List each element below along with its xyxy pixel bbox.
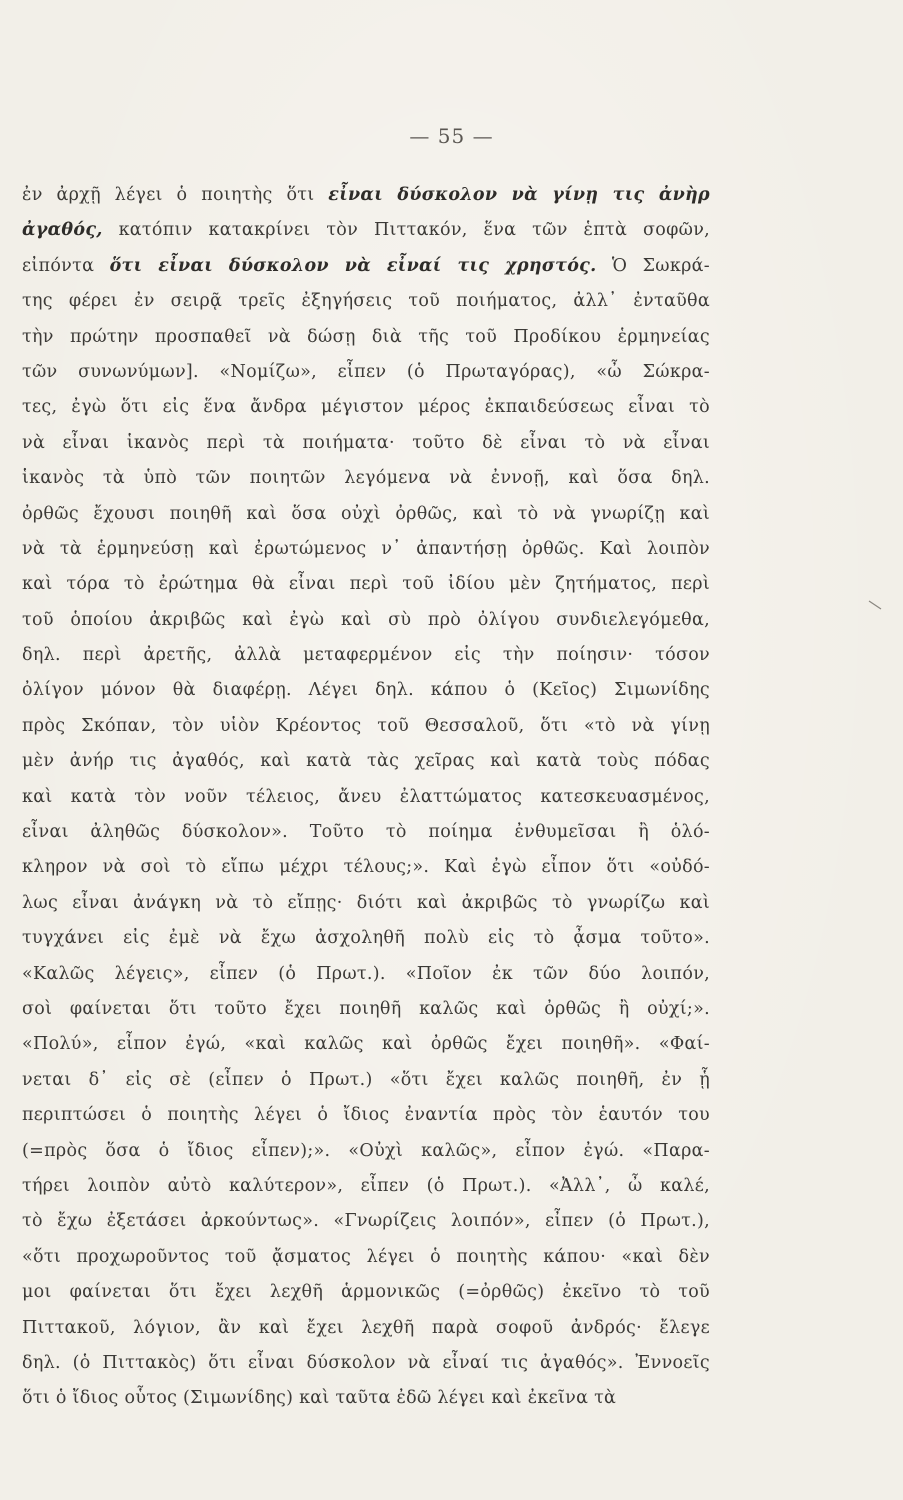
text-line bbox=[22, 1240, 710, 1275]
text-segment: τὸ ἔχω ἐξετάσει ἀρκούντως». «Γνωρίζεις λοιπόν», εἶπεν (ὁ Πρωτ.), bbox=[22, 1211, 710, 1232]
text-line bbox=[22, 567, 710, 602]
text-segment: δηλ. περὶ ἀρετῆς, ἀλλὰ μεταφερμένον εἰς τὴν ποίησιν· τόσον bbox=[22, 645, 710, 666]
text-line bbox=[22, 532, 710, 567]
text-line bbox=[22, 213, 710, 248]
text-segment: τυγχάνει εἰς ἐμὲ νὰ ἔχω ἀσχοληθῆ πολὺ εἰς τὸ ᾆσμα τοῦτο». bbox=[22, 928, 710, 949]
text-segment: τες, ἐγὼ ὅτι εἰς ἕνα ἄνδρα μέγιστον μέρος ἐκπαιδεύσεως εἶναι τὸ bbox=[22, 397, 710, 418]
text-segment: ὀλίγον μόνον θὰ διαφέρῃ. Λέγει δηλ. κάπου ὁ (Κεῖος) Σιμωνίδης bbox=[22, 680, 710, 701]
text-line bbox=[22, 957, 710, 992]
text-segment: Ὁ Σωκρά- bbox=[596, 255, 710, 276]
text-line bbox=[22, 178, 710, 213]
text-line bbox=[22, 780, 710, 815]
text-segment: τὴν πρώτην προσπαθεῖ νὰ δώσῃ διὰ τῆς τοῦ Προδίκου ἑρμηνείας bbox=[22, 326, 710, 347]
emphasized-text: ἀγαθός, bbox=[22, 220, 103, 241]
text-line bbox=[22, 1275, 710, 1310]
text-line bbox=[22, 709, 710, 744]
text-line bbox=[22, 1027, 710, 1062]
text-segment: ἐν ἀρχῇ λέγει ὁ ποιητὴς ὅτι bbox=[22, 185, 329, 205]
text-segment: νὰ εἶναι ἱκανὸς περὶ τὰ ποιήματα· τοῦτο δὲ εἶναι τὸ νὰ εἶναι bbox=[22, 432, 710, 453]
text-line bbox=[22, 390, 710, 425]
text-line bbox=[22, 638, 710, 673]
text-line bbox=[22, 1098, 710, 1133]
text-line bbox=[22, 744, 710, 779]
text-segment: δηλ. (ὁ Πιττακὸς) ὅτι εἶναι δύσκολον νὰ εἶναί τις ἀγαθός». Ἐννοεῖς bbox=[22, 1352, 710, 1373]
text-segment: κατόπιν κατακρίνει τὸν Πιττακόν, ἕνα τῶν ἑπτὰ σοφῶν, bbox=[102, 220, 710, 241]
text-line bbox=[22, 1134, 710, 1169]
text-segment: σοὶ φαίνεται ὅτι τοῦτο ἔχει ποιηθῆ καλῶς καὶ ὀρθῶς ἢ οὐχί;». bbox=[22, 998, 710, 1019]
text-segment: καὶ τόρα τὸ ἐρώτημα θὰ εἶναι περὶ τοῦ ἰδίου μὲν ζητήματος, περὶ bbox=[22, 574, 710, 595]
text-line bbox=[22, 603, 710, 638]
text-line bbox=[22, 355, 710, 390]
text-segment: κληρον νὰ σοὶ τὸ εἴπω μέχρι τέλους;». Καὶ ἐγὼ εἶπον ὅτι «οὐδό- bbox=[22, 857, 710, 878]
emphasized-text: ὅτι εἶναι δύσκολον νὰ εἶναί τις χρηστός. bbox=[109, 255, 597, 276]
text-line bbox=[22, 992, 710, 1027]
text-line bbox=[22, 461, 710, 496]
text-line bbox=[22, 426, 710, 461]
text-segment: τοῦ ὁποίου ἀκριβῶς καὶ ἐγὼ καὶ σὺ πρὸ ὀλίγου συνδιελεγόμεθα, bbox=[22, 609, 710, 630]
text-segment: εἶναι ἀληθῶς δύσκολον». Τοῦτο τὸ ποίημα ἐνθυμεῖσαι ἢ ὁλό- bbox=[22, 822, 710, 843]
text-line bbox=[22, 1381, 710, 1416]
text-segment: «Καλῶς λέγεις», εἶπεν (ὁ Πρωτ.). «Ποῖον ἐκ τῶν δύο λοιπόν, bbox=[22, 963, 710, 984]
text-line bbox=[22, 673, 710, 708]
body-text bbox=[22, 178, 710, 1417]
text-segment: πρὸς Σκόπαν, τὸν υἱὸν Κρέοντος τοῦ Θεσσαλοῦ, ὅτι «τὸ νὰ γίνῃ bbox=[22, 715, 710, 736]
text-segment: τήρει λοιπὸν αὐτὸ καλύτερον», εἶπεν (ὁ Πρωτ.). «Ἀλλ᾽, ὦ καλέ, bbox=[22, 1175, 710, 1196]
text-segment: της φέρει ἐν σειρᾷ τρεῖς ἐξηγήσεις τοῦ ποιήματος, ἀλλ᾽ ἐνταῦθα bbox=[22, 291, 710, 312]
text-segment: εἰπόντα bbox=[22, 255, 110, 276]
text-line bbox=[22, 850, 710, 885]
text-segment: λως εἶναι ἀνάγκη νὰ τὸ εἴπῃς· διότι καὶ ἀκριβῶς τὸ γνωρίζω καὶ bbox=[22, 892, 710, 913]
text-line bbox=[22, 815, 710, 850]
text-line bbox=[22, 1311, 710, 1346]
text-segment: ὅτι ὁ ἴδιος οὗτος (Σιμωνίδης) καὶ ταῦτα ἐδῶ λέγει καὶ ἐκεῖνα τὰ bbox=[22, 1388, 617, 1409]
text-line bbox=[22, 320, 710, 355]
text-segment: μὲν ἀνήρ τις ἀγαθός, καὶ κατὰ τὰς χεῖρας καὶ κατὰ τοὺς πόδας bbox=[22, 751, 710, 772]
text-segment: νὰ τὰ ἑρμηνεύσῃ καὶ ἐρωτώμενος ν᾽ ἀπαντήσῃ ὀρθῶς. Καὶ λοιπὸν bbox=[22, 538, 710, 559]
text-line bbox=[22, 249, 710, 284]
text-segment: (=πρὸς ὅσα ὁ ἴδιος εἶπεν);». «Οὐχὶ καλῶς», εἶπον ἐγώ. «Παρα- bbox=[22, 1140, 710, 1161]
text-line bbox=[22, 1346, 710, 1381]
text-line bbox=[22, 1063, 710, 1098]
text-segment: ὀρθῶς ἔχουσι ποιηθῆ καὶ ὅσα οὐχὶ ὀρθῶς, καὶ τὸ νὰ γνωρίζῃ καὶ bbox=[22, 503, 710, 524]
text-segment: καὶ κατὰ τὸν νοῦν τέλειος, ἄνευ ἐλαττώματος κατεσκευασμένος, bbox=[22, 786, 710, 807]
margin-pencil-mark bbox=[868, 600, 882, 610]
page-number: — 55 — bbox=[409, 124, 494, 148]
text-line bbox=[22, 921, 710, 956]
text-segment: «ὅτι προχωροῦντος τοῦ ᾄσματος λέγει ὁ ποιητὴς κάπου· «καὶ δὲν bbox=[22, 1246, 710, 1267]
text-line bbox=[22, 1204, 710, 1239]
text-segment: τῶν συνωνύμων]. «Νομίζω», εἶπεν (ὁ Πρωταγόρας), «ὦ Σώκρα- bbox=[22, 361, 710, 382]
text-segment: περιπτώσει ὁ ποιητὴς λέγει ὁ ἴδιος ἐναντία πρὸς τὸν ἑαυτόν του bbox=[22, 1105, 710, 1126]
text-segment: Πιττακοῦ, λόγιον, ἂν καὶ ἔχει λεχθῆ παρὰ σοφοῦ ἀνδρός· ἔλεγε bbox=[22, 1317, 710, 1338]
text-segment: «Πολύ», εἶπον ἐγώ, «καὶ καλῶς καὶ ὀρθῶς ἔχει ποιηθῆ». «Φαί- bbox=[22, 1034, 710, 1055]
text-segment: μοι φαίνεται ὅτι ἔχει λεχθῆ ἁρμονικῶς (=ὀρθῶς) ἐκεῖνο τὸ τοῦ bbox=[22, 1282, 710, 1303]
emphasized-text: εἶναι δύσκολον νὰ γίνῃ τις ἀνὴρ bbox=[328, 185, 710, 205]
text-segment: ἱκανὸς τὰ ὑπὸ τῶν ποιητῶν λεγόμενα νὰ ἐννοῇ, καὶ ὅσα δηλ. bbox=[22, 468, 710, 489]
text-line bbox=[22, 497, 710, 532]
text-line bbox=[22, 886, 710, 921]
text-line bbox=[22, 1169, 710, 1204]
text-line bbox=[22, 284, 710, 319]
text-segment: νεται δ᾽ εἰς σὲ (εἶπεν ὁ Πρωτ.) «ὅτι ἔχει καλῶς ποιηθῆ, ἐν ᾗ bbox=[22, 1069, 710, 1090]
